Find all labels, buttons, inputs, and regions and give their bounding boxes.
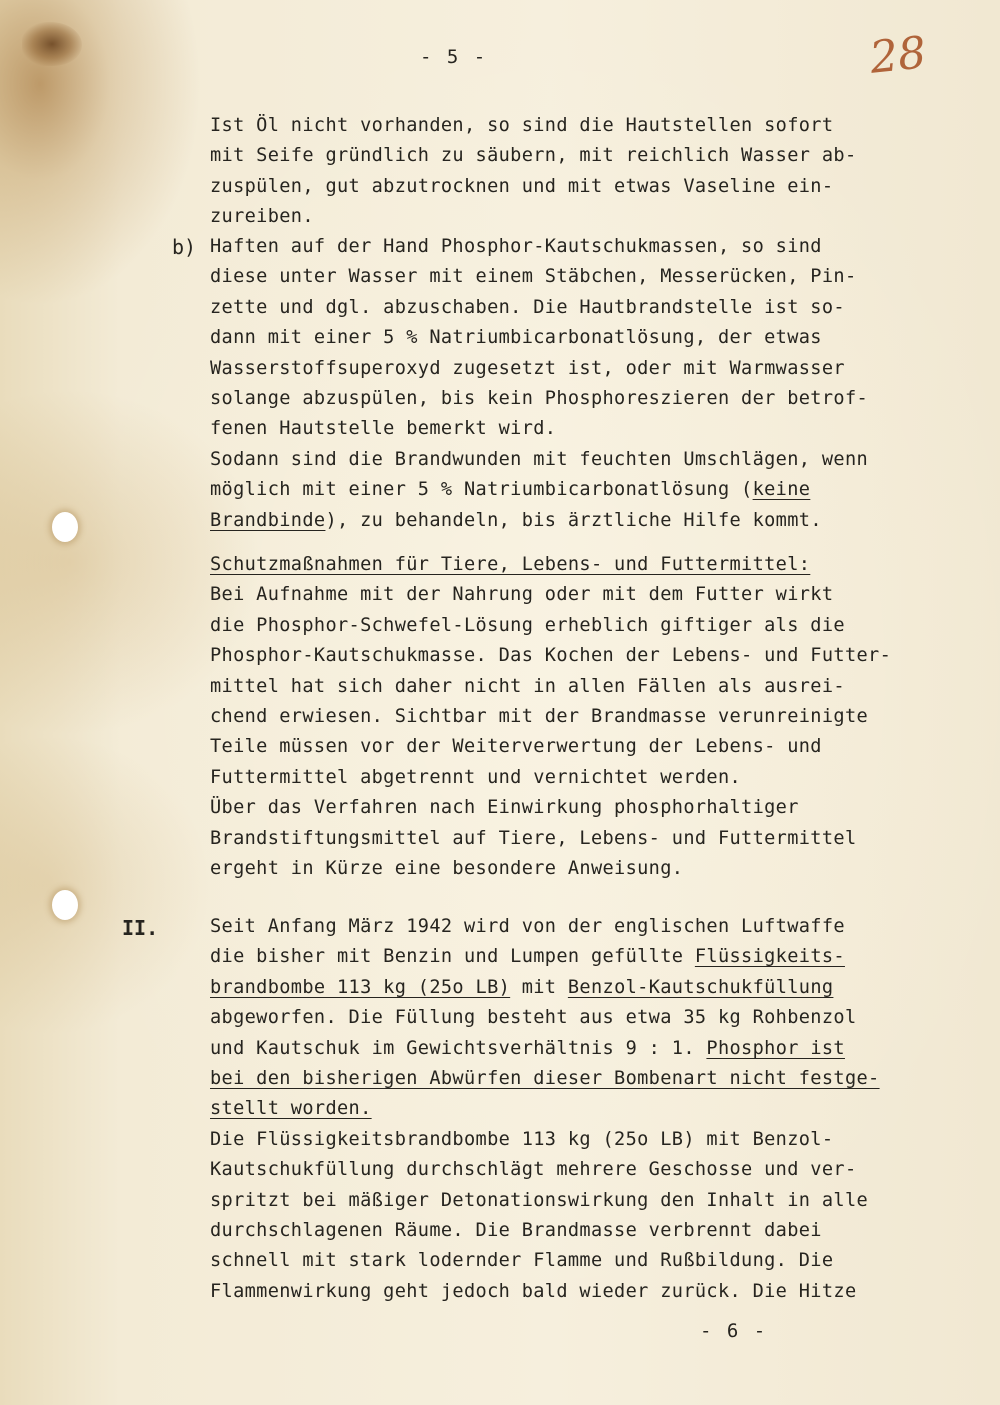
text-line: abgeworfen. Die Füllung besteht aus etwa 35 kg Rohbenzol	[210, 1007, 857, 1029]
text-span: und Kautschuk im Gewichtsverhältnis 9 : 1.	[210, 1037, 707, 1059]
text-line: möglich mit einer 5 % Natriumbicarbonatlösung (keine	[210, 479, 811, 501]
rust-stain	[22, 22, 82, 66]
text-line: Brandstiftungsmittel auf Tiere, Lebens- und Futtermittel	[210, 827, 857, 849]
text-line: schnell mit stark lodernder Flamme und Rußbildung. Die	[210, 1250, 834, 1272]
text-line: Haften auf der Hand Phosphor-Kautschukmassen, so sind	[210, 236, 822, 257]
text-line: die Phosphor-Schwefel-Lösung erheblich giftiger als die	[210, 614, 845, 636]
page-number: - 5 -	[420, 46, 488, 68]
underlined-term: brandbombe 113 kg (25o LB)	[210, 976, 511, 998]
text-line: spritzt bei mäßiger Detonationswirkung den Inhalt in alle	[210, 1189, 869, 1211]
text-line: mittel hat sich daher nicht in allen Fällen als ausrei-	[210, 675, 845, 697]
punch-hole-top	[52, 512, 78, 542]
underlined-term: Flüssigkeits-	[694, 946, 845, 968]
text-line: solange abzuspülen, bis kein Phosphoreszieren der betrof-	[210, 387, 869, 409]
text-line: diese unter Wasser mit einem Stäbchen, Messerücken, Pin-	[210, 266, 857, 288]
text-line: dann mit einer 5 % Natriumbicarbonatlösung, der etwas	[210, 327, 822, 349]
underlined-term: Benzol-Kautschukfüllung	[567, 976, 834, 998]
underlined-term: Brandbinde	[210, 509, 326, 531]
section-heading: Schutzmaßnahmen für Tiere, Lebens- und Futtermittel:	[210, 554, 811, 575]
text-line: Brandbinde), zu behandeln, bis ärztliche Hilfe kommt.	[210, 509, 822, 531]
paragraph-oil-absent	[210, 111, 940, 233]
next-page-indicator: - 6 -	[700, 1320, 768, 1342]
paragraph-ii	[210, 912, 940, 1307]
text-line: Die Flüssigkeitsbrandbombe 113 kg (25o LB) mit Benzol-	[210, 1128, 834, 1150]
text-line: Bei Aufnahme mit der Nahrung oder mit dem Futter wirkt	[210, 584, 834, 606]
section-marker-ii: II.	[122, 916, 159, 940]
text-line: Ist Öl nicht vorhanden, so sind die Hautstellen sofort	[210, 115, 834, 136]
text-line: Seit Anfang März 1942 wird von der englischen Luftwaffe	[210, 916, 845, 937]
text-line: zuspülen, gut abzutrocknen und mit etwas Vaseline ein-	[210, 175, 834, 197]
text-line: ergeht in Kürze eine besondere Anweisung.	[210, 857, 684, 879]
underlined-term: keine	[752, 479, 811, 501]
text-line: Phosphor-Kautschukmasse. Das Kochen der Lebens- und Futter-	[210, 645, 892, 667]
text-line	[210, 1034, 940, 1064]
text-span: die bisher mit Benzin und Lumpen gefüllte	[210, 946, 695, 968]
punch-hole-bottom	[52, 890, 78, 920]
text-line: bei den bisherigen Abwürfen dieser Bombenart nicht festge-	[210, 1067, 880, 1089]
text-line	[210, 942, 940, 972]
text-line	[210, 973, 940, 1003]
handwritten-page-number: 28	[867, 27, 929, 84]
text-line: stellt worden.	[210, 1098, 372, 1120]
text-line: mit Seife gründlich zu säubern, mit reichlich Wasser ab-	[210, 145, 857, 167]
text-span: mit	[510, 976, 568, 998]
text-line: zureiben.	[210, 206, 314, 228]
text-line: Flammenwirkung geht jedoch bald wieder zurück. Die Hitze	[210, 1280, 857, 1302]
section-marker-b: b)	[172, 235, 197, 259]
text-line: Über das Verfahren nach Einwirkung phosphorhaltiger	[210, 797, 799, 819]
paragraph-protective-measures	[210, 550, 940, 884]
underlined-term: Phosphor ist	[706, 1037, 845, 1059]
text-line: Futtermittel abgetrennt und vernichtet werden.	[210, 766, 742, 788]
text-line: Teile müssen vor der Weiterverwertung der Lebens- und	[210, 736, 822, 758]
text-line: Sodann sind die Brandwunden mit feuchten Umschlägen, wenn	[210, 448, 869, 470]
text-line: Kautschukfüllung durchschlägt mehrere Geschosse und ver-	[210, 1159, 857, 1181]
text-line: chend erwiesen. Sichtbar mit der Brandmasse verunreinigte	[210, 705, 869, 727]
text-line: Wasserstoffsuperoxyd zugesetzt ist, oder mit Warmwasser	[210, 357, 845, 379]
text-line: fenen Hautstelle bemerkt wird.	[210, 418, 557, 440]
paragraph-b	[210, 232, 940, 536]
text-line: zette und dgl. abzuschaben. Die Hautbrandstelle ist so-	[210, 296, 845, 318]
text-line: durchschlagenen Räume. Die Brandmasse verbrennt dabei	[210, 1219, 822, 1241]
